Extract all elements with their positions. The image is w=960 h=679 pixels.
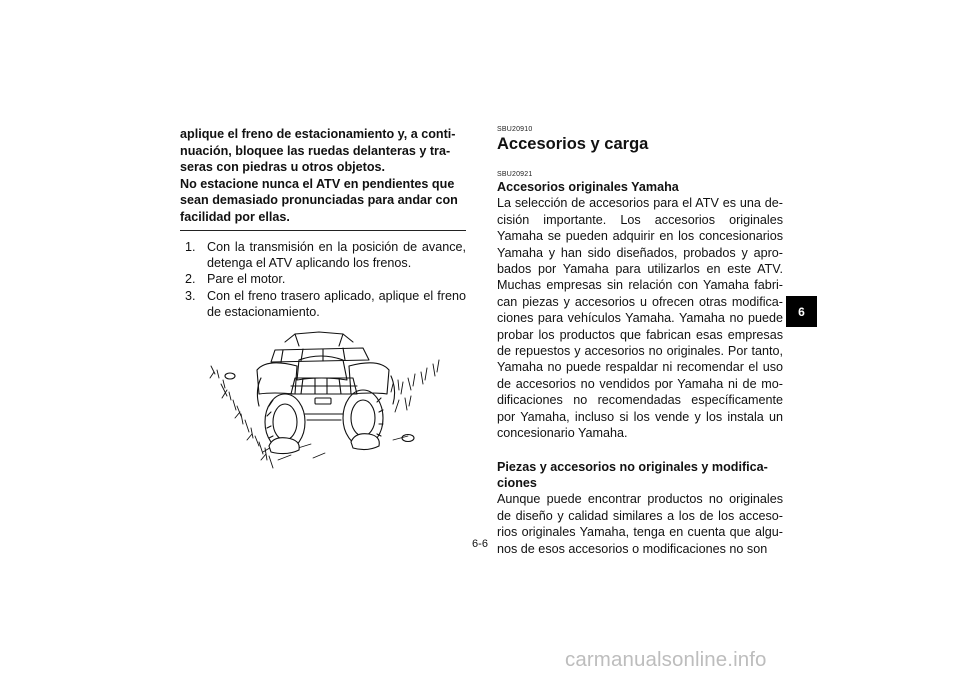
grass-left-icon <box>210 366 273 468</box>
step-number: 1. <box>185 239 196 254</box>
wheel-chock-stone-icon <box>269 438 299 454</box>
left-column <box>180 126 466 321</box>
warning-line: facilidad por ellas. <box>180 209 290 224</box>
steps-list <box>180 239 466 321</box>
warning-line: seras con piedras u otros objetos. <box>180 160 386 175</box>
step-text: Con el freno trasero aplicado, aplique el freno de estacionamiento. <box>207 288 466 320</box>
stone-icon <box>402 435 414 442</box>
warning-line: sean demasiado pronunciadas para andar con <box>180 193 458 208</box>
page-number: 6-6 <box>472 538 488 550</box>
section-code: SBU20910 <box>497 126 533 133</box>
step-text: Con la transmisión en la posición de avance, detenga el ATV aplicando los frenos. <box>207 239 466 270</box>
paragraph-original-accessories: La selección de accesorios para el ATV es una de-cisión importante. Los accesorios originales Yamaha se pueden adquirir en los concesionarios Yamaha y han sido diseñados, probados y apro-bados por Yamaha para utilizarlos en este ATV. Muchas empresas sin relación con Yamaha fabri-can piezas y accesorios u ofrecen otras modifica-ciones para vehículos Yamaha. Yamaha no puede probar los productos que fabrican esas empresas de repuestos y accesorios no originales. Por tanto, Yamaha no puede respaldar ni recomendar el uso de accesorios no vendidos por Yamaha ni de mo-dificaciones no recomendadas específicamente por Yamaha, incluso si los vende y los instala un concesionario Yamaha. <box>497 196 783 441</box>
warning-divider <box>180 230 466 231</box>
seat-icon <box>297 356 347 380</box>
step-text: Pare el motor. <box>207 272 286 287</box>
subsection-title-non-original-parts: Piezas y accesorios no originales y modifica- ciones <box>497 459 768 490</box>
atv-parked-illustration <box>203 320 453 470</box>
watermark: carmanualsonline.info <box>565 648 767 671</box>
chapter-tab: 6 <box>786 296 817 327</box>
step-number: 3. <box>185 288 196 303</box>
warning-line: nuación, bloquee las ruedas delanteras y tra- <box>180 143 451 158</box>
grass-right-icon <box>391 360 439 412</box>
subsection-title-original-accessories: Accesorios originales Yamaha <box>497 180 679 194</box>
warning-line: aplique el freno de estacionamiento y, a conti- <box>180 127 456 141</box>
subsection-code: SBU20921 <box>497 171 533 178</box>
warning-block <box>180 126 466 226</box>
step-number: 2. <box>185 272 196 287</box>
warning-line: No estacione nunca el ATV en pendientes que <box>180 176 455 191</box>
step-item <box>180 271 466 287</box>
stone-icon <box>225 373 235 379</box>
step-item <box>180 288 466 321</box>
wheel-chock-stone-icon <box>351 434 379 450</box>
step-item <box>180 239 466 272</box>
section-title: Accesorios y carga <box>497 135 649 153</box>
right-column <box>497 126 783 557</box>
paragraph-non-original-parts: Aunque puede encontrar productos no originales de diseño y calidad similares a los de los acceso-rios originales Yamaha, tenga en cuenta que algu-nos de esos accesorios o modificaciones no son <box>497 492 783 556</box>
